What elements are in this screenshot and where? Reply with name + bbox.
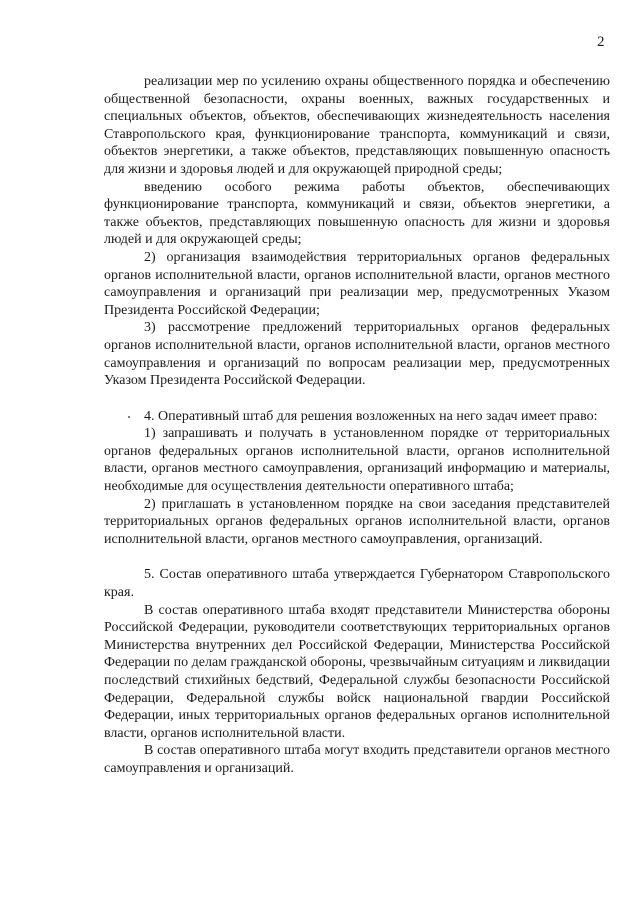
paragraph-item-2-interaction: 2) организация взаимодействия территориальных органов федеральных органов исполнительной власти, органов исполнительной власти, органов местного самоуправления и организаций при реализации мер, предусмотренных Указом Президента Российской Федерации; <box>104 249 610 318</box>
paragraph-section-4-rights: 4. Оперативный штаб для решения возложенных на него задач имеет право: <box>144 408 598 424</box>
paragraph-right-2-invite: 2) приглашать в установленном порядке на свои заседания представителей территориальных органов федеральных органов исполнительной власти, органов исполнительной власти, органов местного самоуправления, организаций. <box>104 496 610 547</box>
paragraph-composition-members: В состав оперативного штаба входят представители Министерства обороны Российской Федерации, руководители соответствующих территориальных органов Министерства внутренних дел Российской Федерации, Министерства Российской Федерации по делам гражданской обороны, чрезвычайным ситуациям и ликвидации последствий стихийных бедствий, Федеральной службы безопасности Российской Федерации, Федеральной службы войск национальной гвардии Российской Федерации, иных территориальных органов федеральных органов исполнительной власти, органов исполнительной власти. <box>104 602 610 741</box>
paragraph-item-3-proposals: 3) рассмотрение предложений территориальных органов федеральных органов исполнительной власти, органов исполнительной власти, органов местного самоуправления и организаций по вопросам реализации мер, предусмотренных Указом Президента Российской Федерации. <box>104 320 610 389</box>
paragraph-right-1-request: 1) запрашивать и получать в установленном порядке от территориальных органов федеральных органов исполнительной власти, органов исполнительной власти, органов местного самоуправления, организаций информацию и материалы, необходимые для осуществления деятельности оперативного штаба; <box>104 426 610 495</box>
paragraph-measures-public-order: реализации мер по усилению охраны общественного порядка и обеспечению общественной безопасности, охраны военных, важных государственных и специальных объектов, объектов, обеспечивающих жизнедеятельность населения Ставропольского края, функционирование транспорта, коммуникаций и связи, объектов энергетики, а также объектов, представляющих повышенную опасность для жизни и здоровья людей и для окружающей природной среды; <box>104 74 610 177</box>
paragraph-section-5-composition: 5. Состав оперативного штаба утверждается Губернатором Ставропольского края. <box>104 567 610 601</box>
document-body <box>104 73 610 778</box>
page-number: 2 <box>597 34 605 50</box>
paragraph-composition-optional: В состав оперативного штаба могут входить представители органов местного самоуправления и организаций. <box>104 743 610 776</box>
paragraph-special-regime: введению особого режима работы объектов, обеспечивающих функционирование транспорта, коммуникаций и связи, объектов энергетики, а также объектов, представляющих повышенную опасность для жизни и здоровья людей и для окружающей среды; <box>104 179 610 248</box>
